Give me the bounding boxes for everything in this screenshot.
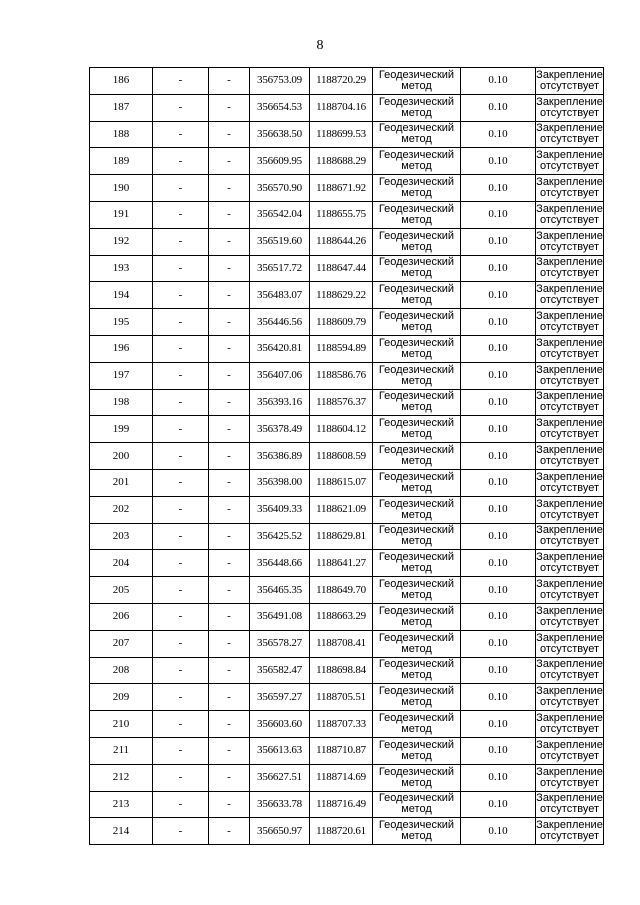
empty-coordinate-cell: - <box>153 764 209 791</box>
fixation-cell: Закрепление отсутствует <box>536 228 604 255</box>
accuracy-cell: 0.10 <box>461 469 536 496</box>
empty-coordinate-cell: - <box>209 657 250 684</box>
empty-coordinate-cell: - <box>209 416 250 443</box>
fixation-cell: Закрепление отсутствует <box>536 711 604 738</box>
empty-coordinate-cell: - <box>153 737 209 764</box>
empty-coordinate-cell: - <box>209 577 250 604</box>
empty-coordinate-cell: - <box>153 389 209 416</box>
empty-coordinate-cell: - <box>209 791 250 818</box>
fixation-cell: Закрепление отсутствует <box>536 791 604 818</box>
y-coordinate-cell: 1188594.89 <box>310 335 373 362</box>
method-cell: Геодезический метод <box>373 496 461 523</box>
table-row <box>90 175 604 202</box>
y-coordinate-cell: 1188629.22 <box>310 282 373 309</box>
empty-coordinate-cell: - <box>209 389 250 416</box>
y-coordinate-cell: 1188655.75 <box>310 201 373 228</box>
table-row <box>90 818 604 845</box>
y-coordinate-cell: 1188608.59 <box>310 443 373 470</box>
fixation-cell: Закрепление отсутствует <box>536 764 604 791</box>
accuracy-cell: 0.10 <box>461 362 536 389</box>
accuracy-cell: 0.10 <box>461 255 536 282</box>
point-number-cell: 191 <box>90 201 153 228</box>
empty-coordinate-cell: - <box>209 550 250 577</box>
fixation-cell: Закрепление отсутствует <box>536 818 604 845</box>
accuracy-cell: 0.10 <box>461 443 536 470</box>
accuracy-cell: 0.10 <box>461 389 536 416</box>
table-row <box>90 764 604 791</box>
fixation-cell: Закрепление отсутствует <box>536 603 604 630</box>
empty-coordinate-cell: - <box>153 255 209 282</box>
method-cell: Геодезический метод <box>373 228 461 255</box>
accuracy-cell: 0.10 <box>461 791 536 818</box>
empty-coordinate-cell: - <box>153 201 209 228</box>
table-row <box>90 684 604 711</box>
y-coordinate-cell: 1188576.37 <box>310 389 373 416</box>
x-coordinate-cell: 356578.27 <box>250 630 310 657</box>
empty-coordinate-cell: - <box>153 791 209 818</box>
accuracy-cell: 0.10 <box>461 630 536 657</box>
fixation-cell: Закрепление отсутствует <box>536 255 604 282</box>
method-cell: Геодезический метод <box>373 791 461 818</box>
fixation-cell: Закрепление отсутствует <box>536 362 604 389</box>
x-coordinate-cell: 356407.06 <box>250 362 310 389</box>
fixation-cell: Закрепление отсутствует <box>536 469 604 496</box>
fixation-cell: Закрепление отсутствует <box>536 577 604 604</box>
empty-coordinate-cell: - <box>153 94 209 121</box>
accuracy-cell: 0.10 <box>461 335 536 362</box>
y-coordinate-cell: 1188629.81 <box>310 523 373 550</box>
empty-coordinate-cell: - <box>153 630 209 657</box>
empty-coordinate-cell: - <box>209 630 250 657</box>
empty-coordinate-cell: - <box>209 818 250 845</box>
table-row <box>90 68 604 95</box>
empty-coordinate-cell: - <box>153 469 209 496</box>
y-coordinate-cell: 1188647.44 <box>310 255 373 282</box>
y-coordinate-cell: 1188641.27 <box>310 550 373 577</box>
method-cell: Геодезический метод <box>373 818 461 845</box>
x-coordinate-cell: 356446.56 <box>250 309 310 336</box>
table-row <box>90 148 604 175</box>
x-coordinate-cell: 356491.08 <box>250 603 310 630</box>
y-coordinate-cell: 1188720.29 <box>310 68 373 95</box>
point-number-cell: 190 <box>90 175 153 202</box>
empty-coordinate-cell: - <box>209 711 250 738</box>
point-number-cell: 194 <box>90 282 153 309</box>
accuracy-cell: 0.10 <box>461 603 536 630</box>
fixation-cell: Закрепление отсутствует <box>536 282 604 309</box>
y-coordinate-cell: 1188704.16 <box>310 94 373 121</box>
accuracy-cell: 0.10 <box>461 309 536 336</box>
empty-coordinate-cell: - <box>153 603 209 630</box>
point-number-cell: 189 <box>90 148 153 175</box>
method-cell: Геодезический метод <box>373 148 461 175</box>
fixation-cell: Закрепление отсутствует <box>536 523 604 550</box>
accuracy-cell: 0.10 <box>461 657 536 684</box>
table-row <box>90 469 604 496</box>
empty-coordinate-cell: - <box>153 443 209 470</box>
point-number-cell: 214 <box>90 818 153 845</box>
empty-coordinate-cell: - <box>209 175 250 202</box>
point-number-cell: 210 <box>90 711 153 738</box>
accuracy-cell: 0.10 <box>461 737 536 764</box>
x-coordinate-cell: 356386.89 <box>250 443 310 470</box>
fixation-cell: Закрепление отсутствует <box>536 94 604 121</box>
empty-coordinate-cell: - <box>153 148 209 175</box>
empty-coordinate-cell: - <box>153 496 209 523</box>
point-number-cell: 188 <box>90 121 153 148</box>
fixation-cell: Закрепление отсутствует <box>536 309 604 336</box>
empty-coordinate-cell: - <box>209 443 250 470</box>
x-coordinate-cell: 356654.53 <box>250 94 310 121</box>
empty-coordinate-cell: - <box>153 657 209 684</box>
accuracy-cell: 0.10 <box>461 201 536 228</box>
table-row <box>90 362 604 389</box>
y-coordinate-cell: 1188710.87 <box>310 737 373 764</box>
empty-coordinate-cell: - <box>153 416 209 443</box>
point-number-cell: 192 <box>90 228 153 255</box>
x-coordinate-cell: 356519.60 <box>250 228 310 255</box>
method-cell: Геодезический метод <box>373 94 461 121</box>
point-number-cell: 213 <box>90 791 153 818</box>
accuracy-cell: 0.10 <box>461 764 536 791</box>
table-row <box>90 577 604 604</box>
accuracy-cell: 0.10 <box>461 577 536 604</box>
table-row <box>90 550 604 577</box>
point-number-cell: 200 <box>90 443 153 470</box>
empty-coordinate-cell: - <box>153 550 209 577</box>
empty-coordinate-cell: - <box>153 684 209 711</box>
empty-coordinate-cell: - <box>209 228 250 255</box>
method-cell: Геодезический метод <box>373 309 461 336</box>
point-number-cell: 196 <box>90 335 153 362</box>
empty-coordinate-cell: - <box>209 94 250 121</box>
fixation-cell: Закрепление отсутствует <box>536 496 604 523</box>
point-number-cell: 212 <box>90 764 153 791</box>
empty-coordinate-cell: - <box>209 68 250 95</box>
table-row <box>90 309 604 336</box>
point-number-cell: 202 <box>90 496 153 523</box>
method-cell: Геодезический метод <box>373 389 461 416</box>
method-cell: Геодезический метод <box>373 469 461 496</box>
y-coordinate-cell: 1188621.09 <box>310 496 373 523</box>
accuracy-cell: 0.10 <box>461 496 536 523</box>
empty-coordinate-cell: - <box>209 737 250 764</box>
empty-coordinate-cell: - <box>209 469 250 496</box>
point-number-cell: 195 <box>90 309 153 336</box>
method-cell: Геодезический метод <box>373 362 461 389</box>
method-cell: Геодезический метод <box>373 523 461 550</box>
empty-coordinate-cell: - <box>153 577 209 604</box>
y-coordinate-cell: 1188699.53 <box>310 121 373 148</box>
table-row <box>90 630 604 657</box>
empty-coordinate-cell: - <box>209 362 250 389</box>
point-number-cell: 209 <box>90 684 153 711</box>
point-number-cell: 193 <box>90 255 153 282</box>
table-row <box>90 711 604 738</box>
table-row <box>90 416 604 443</box>
table-row <box>90 737 604 764</box>
empty-coordinate-cell: - <box>153 68 209 95</box>
x-coordinate-cell: 356378.49 <box>250 416 310 443</box>
empty-coordinate-cell: - <box>209 764 250 791</box>
x-coordinate-cell: 356517.72 <box>250 255 310 282</box>
method-cell: Геодезический метод <box>373 630 461 657</box>
x-coordinate-cell: 356627.51 <box>250 764 310 791</box>
point-number-cell: 187 <box>90 94 153 121</box>
accuracy-cell: 0.10 <box>461 228 536 255</box>
x-coordinate-cell: 356582.47 <box>250 657 310 684</box>
empty-coordinate-cell: - <box>209 255 250 282</box>
empty-coordinate-cell: - <box>153 309 209 336</box>
fixation-cell: Закрепление отсутствует <box>536 657 604 684</box>
table-row <box>90 335 604 362</box>
x-coordinate-cell: 356570.90 <box>250 175 310 202</box>
table-row <box>90 94 604 121</box>
table-body <box>90 68 604 845</box>
table-row <box>90 523 604 550</box>
accuracy-cell: 0.10 <box>461 523 536 550</box>
y-coordinate-cell: 1188586.76 <box>310 362 373 389</box>
x-coordinate-cell: 356409.33 <box>250 496 310 523</box>
table-row <box>90 791 604 818</box>
table-row <box>90 389 604 416</box>
y-coordinate-cell: 1188615.07 <box>310 469 373 496</box>
accuracy-cell: 0.10 <box>461 416 536 443</box>
empty-coordinate-cell: - <box>209 335 250 362</box>
empty-coordinate-cell: - <box>209 121 250 148</box>
table-row <box>90 201 604 228</box>
empty-coordinate-cell: - <box>153 335 209 362</box>
fixation-cell: Закрепление отсутствует <box>536 175 604 202</box>
fixation-cell: Закрепление отсутствует <box>536 389 604 416</box>
page-number: 8 <box>316 38 324 53</box>
method-cell: Геодезический метод <box>373 577 461 604</box>
empty-coordinate-cell: - <box>153 523 209 550</box>
method-cell: Геодезический метод <box>373 443 461 470</box>
x-coordinate-cell: 356613.63 <box>250 737 310 764</box>
y-coordinate-cell: 1188705.51 <box>310 684 373 711</box>
empty-coordinate-cell: - <box>209 684 250 711</box>
fixation-cell: Закрепление отсутствует <box>536 443 604 470</box>
x-coordinate-cell: 356597.27 <box>250 684 310 711</box>
method-cell: Геодезический метод <box>373 684 461 711</box>
y-coordinate-cell: 1188644.26 <box>310 228 373 255</box>
x-coordinate-cell: 356465.35 <box>250 577 310 604</box>
method-cell: Геодезический метод <box>373 68 461 95</box>
empty-coordinate-cell: - <box>209 523 250 550</box>
point-number-cell: 199 <box>90 416 153 443</box>
x-coordinate-cell: 356609.95 <box>250 148 310 175</box>
y-coordinate-cell: 1188714.69 <box>310 764 373 791</box>
method-cell: Геодезический метод <box>373 201 461 228</box>
y-coordinate-cell: 1188716.49 <box>310 791 373 818</box>
fixation-cell: Закрепление отсутствует <box>536 121 604 148</box>
method-cell: Геодезический метод <box>373 282 461 309</box>
fixation-cell: Закрепление отсутствует <box>536 68 604 95</box>
accuracy-cell: 0.10 <box>461 148 536 175</box>
point-number-cell: 203 <box>90 523 153 550</box>
empty-coordinate-cell: - <box>153 711 209 738</box>
method-cell: Геодезический метод <box>373 603 461 630</box>
y-coordinate-cell: 1188688.29 <box>310 148 373 175</box>
accuracy-cell: 0.10 <box>461 68 536 95</box>
method-cell: Геодезический метод <box>373 175 461 202</box>
x-coordinate-cell: 356542.04 <box>250 201 310 228</box>
accuracy-cell: 0.10 <box>461 684 536 711</box>
point-number-cell: 208 <box>90 657 153 684</box>
empty-coordinate-cell: - <box>209 201 250 228</box>
empty-coordinate-cell: - <box>209 603 250 630</box>
point-number-cell: 204 <box>90 550 153 577</box>
x-coordinate-cell: 356603.60 <box>250 711 310 738</box>
y-coordinate-cell: 1188671.92 <box>310 175 373 202</box>
x-coordinate-cell: 356448.66 <box>250 550 310 577</box>
fixation-cell: Закрепление отсутствует <box>536 550 604 577</box>
x-coordinate-cell: 356398.00 <box>250 469 310 496</box>
point-number-cell: 206 <box>90 603 153 630</box>
x-coordinate-cell: 356393.16 <box>250 389 310 416</box>
fixation-cell: Закрепление отсутствует <box>536 335 604 362</box>
point-number-cell: 186 <box>90 68 153 95</box>
table-row <box>90 121 604 148</box>
y-coordinate-cell: 1188649.70 <box>310 577 373 604</box>
empty-coordinate-cell: - <box>209 282 250 309</box>
empty-coordinate-cell: - <box>153 362 209 389</box>
fixation-cell: Закрепление отсутствует <box>536 684 604 711</box>
empty-coordinate-cell: - <box>209 309 250 336</box>
method-cell: Геодезический метод <box>373 550 461 577</box>
x-coordinate-cell: 356633.78 <box>250 791 310 818</box>
empty-coordinate-cell: - <box>153 175 209 202</box>
table-row <box>90 255 604 282</box>
empty-coordinate-cell: - <box>153 121 209 148</box>
fixation-cell: Закрепление отсутствует <box>536 630 604 657</box>
table-row <box>90 282 604 309</box>
x-coordinate-cell: 356420.81 <box>250 335 310 362</box>
table-row <box>90 443 604 470</box>
x-coordinate-cell: 356753.09 <box>250 68 310 95</box>
y-coordinate-cell: 1188604.12 <box>310 416 373 443</box>
coordinates-table <box>89 67 604 845</box>
point-number-cell: 211 <box>90 737 153 764</box>
fixation-cell: Закрепление отсутствует <box>536 201 604 228</box>
x-coordinate-cell: 356483.07 <box>250 282 310 309</box>
table-row <box>90 603 604 630</box>
x-coordinate-cell: 356650.97 <box>250 818 310 845</box>
method-cell: Геодезический метод <box>373 335 461 362</box>
y-coordinate-cell: 1188708.41 <box>310 630 373 657</box>
method-cell: Геодезический метод <box>373 416 461 443</box>
fixation-cell: Закрепление отсутствует <box>536 737 604 764</box>
table-row <box>90 496 604 523</box>
accuracy-cell: 0.10 <box>461 550 536 577</box>
x-coordinate-cell: 356425.52 <box>250 523 310 550</box>
empty-coordinate-cell: - <box>209 148 250 175</box>
empty-coordinate-cell: - <box>153 282 209 309</box>
y-coordinate-cell: 1188609.79 <box>310 309 373 336</box>
fixation-cell: Закрепление отсутствует <box>536 416 604 443</box>
y-coordinate-cell: 1188663.29 <box>310 603 373 630</box>
empty-coordinate-cell: - <box>153 818 209 845</box>
y-coordinate-cell: 1188720.61 <box>310 818 373 845</box>
point-number-cell: 207 <box>90 630 153 657</box>
point-number-cell: 201 <box>90 469 153 496</box>
method-cell: Геодезический метод <box>373 711 461 738</box>
accuracy-cell: 0.10 <box>461 711 536 738</box>
point-number-cell: 198 <box>90 389 153 416</box>
accuracy-cell: 0.10 <box>461 818 536 845</box>
empty-coordinate-cell: - <box>209 496 250 523</box>
y-coordinate-cell: 1188707.33 <box>310 711 373 738</box>
point-number-cell: 197 <box>90 362 153 389</box>
point-number-cell: 205 <box>90 577 153 604</box>
method-cell: Геодезический метод <box>373 121 461 148</box>
x-coordinate-cell: 356638.50 <box>250 121 310 148</box>
accuracy-cell: 0.10 <box>461 282 536 309</box>
method-cell: Геодезический метод <box>373 764 461 791</box>
method-cell: Геодезический метод <box>373 657 461 684</box>
empty-coordinate-cell: - <box>153 228 209 255</box>
fixation-cell: Закрепление отсутствует <box>536 148 604 175</box>
method-cell: Геодезический метод <box>373 255 461 282</box>
table-row <box>90 228 604 255</box>
y-coordinate-cell: 1188698.84 <box>310 657 373 684</box>
accuracy-cell: 0.10 <box>461 94 536 121</box>
accuracy-cell: 0.10 <box>461 121 536 148</box>
accuracy-cell: 0.10 <box>461 175 536 202</box>
table-row <box>90 657 604 684</box>
method-cell: Геодезический метод <box>373 737 461 764</box>
